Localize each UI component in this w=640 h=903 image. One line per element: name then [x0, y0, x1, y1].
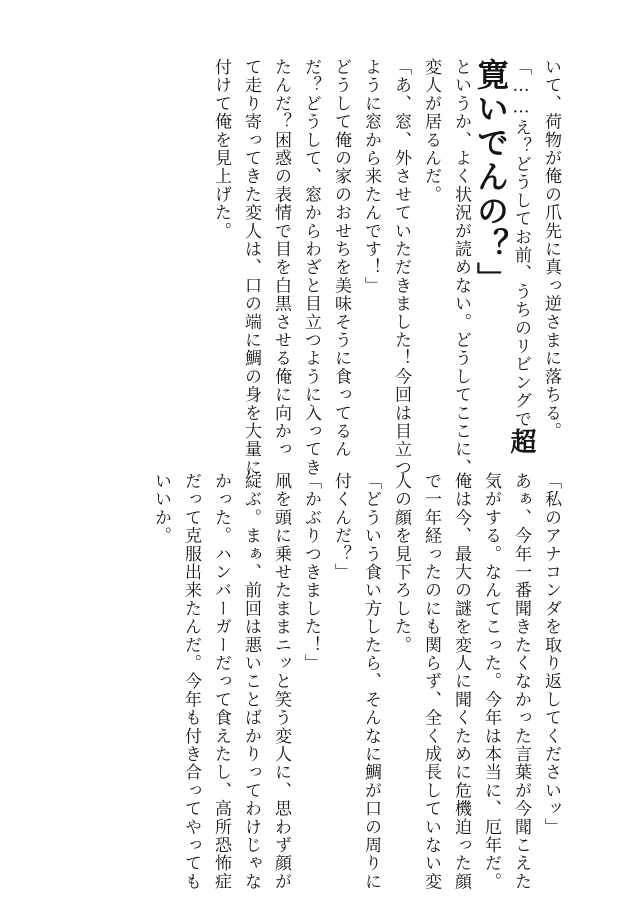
text-line: 人の顔を見下ろした。 [391, 472, 411, 654]
text-fragment: 「……え？どうしてお前、うちのリビングで [511, 58, 531, 428]
text-line: 綻ぶ。まぁ、前回は悪いことばかりってわけじゃな [241, 472, 261, 891]
text-line: て走り寄ってきた変人は、口の端に鯛の身を大量に [241, 58, 261, 477]
text-line: 変人が居るんだ。 [421, 58, 441, 204]
text-line: 付くんだ？」 [331, 472, 351, 582]
text-line: 「あ、窓、外させていただきました！今回は目立つ [391, 58, 411, 477]
text-line: ように窓から来たんです！」 [361, 58, 381, 295]
text-line: だって克服出来たんだ。今年も付き合ってやっても [181, 472, 201, 891]
text-line: どうして俺の家のおせちを美味そうに食ってるん [331, 58, 351, 459]
text-line: というか、よく状況が読めない。どうしてここに、 [451, 58, 471, 477]
text-line: だ？どうして、窓からわざと目立つように入ってき [301, 58, 321, 477]
text-column-top [206, 58, 566, 477]
text-line: で一年経ったのにも関らず、全く成長していない変 [421, 472, 441, 891]
text-line: 「私のアナコンダを取り返してくださいッ」 [541, 472, 561, 836]
text-line [506, 58, 536, 456]
text-line: 「どういう食い方したら、そんなに鯛が口の周りに [361, 472, 381, 891]
text-column-bottom [146, 472, 566, 891]
text-line: 「かぶりつきました！」 [301, 472, 321, 673]
text-line: いいか。 [151, 472, 171, 545]
text-line: 凧を頭に乗せたままニッと笑う変人に、思わず顔が [271, 472, 291, 891]
text-line: 付けて俺を見上げた。 [211, 58, 231, 240]
text-line: 気がする。なんてこった。今年は本当に、厄年だ。 [481, 472, 501, 891]
text-line: 俺は今、最大の謎を変人に聞くために危機迫った顔 [451, 472, 471, 891]
text-line: かった。ハンバーガーだって食えたし、高所恐怖症 [211, 472, 231, 891]
text-line: たんだ？困惑の表情で目を白黒させる俺に向かっ [271, 58, 291, 459]
text-line: あぁ、今年一番聞きたくなかった言葉が今聞こえた [511, 472, 531, 891]
text-line: いて、荷物が俺の爪先に真っ逆さまに落ちる。 [541, 58, 561, 441]
emphasis-line: 寛いでんの？」 [472, 58, 510, 296]
emphasis-char: 超 [506, 428, 536, 456]
